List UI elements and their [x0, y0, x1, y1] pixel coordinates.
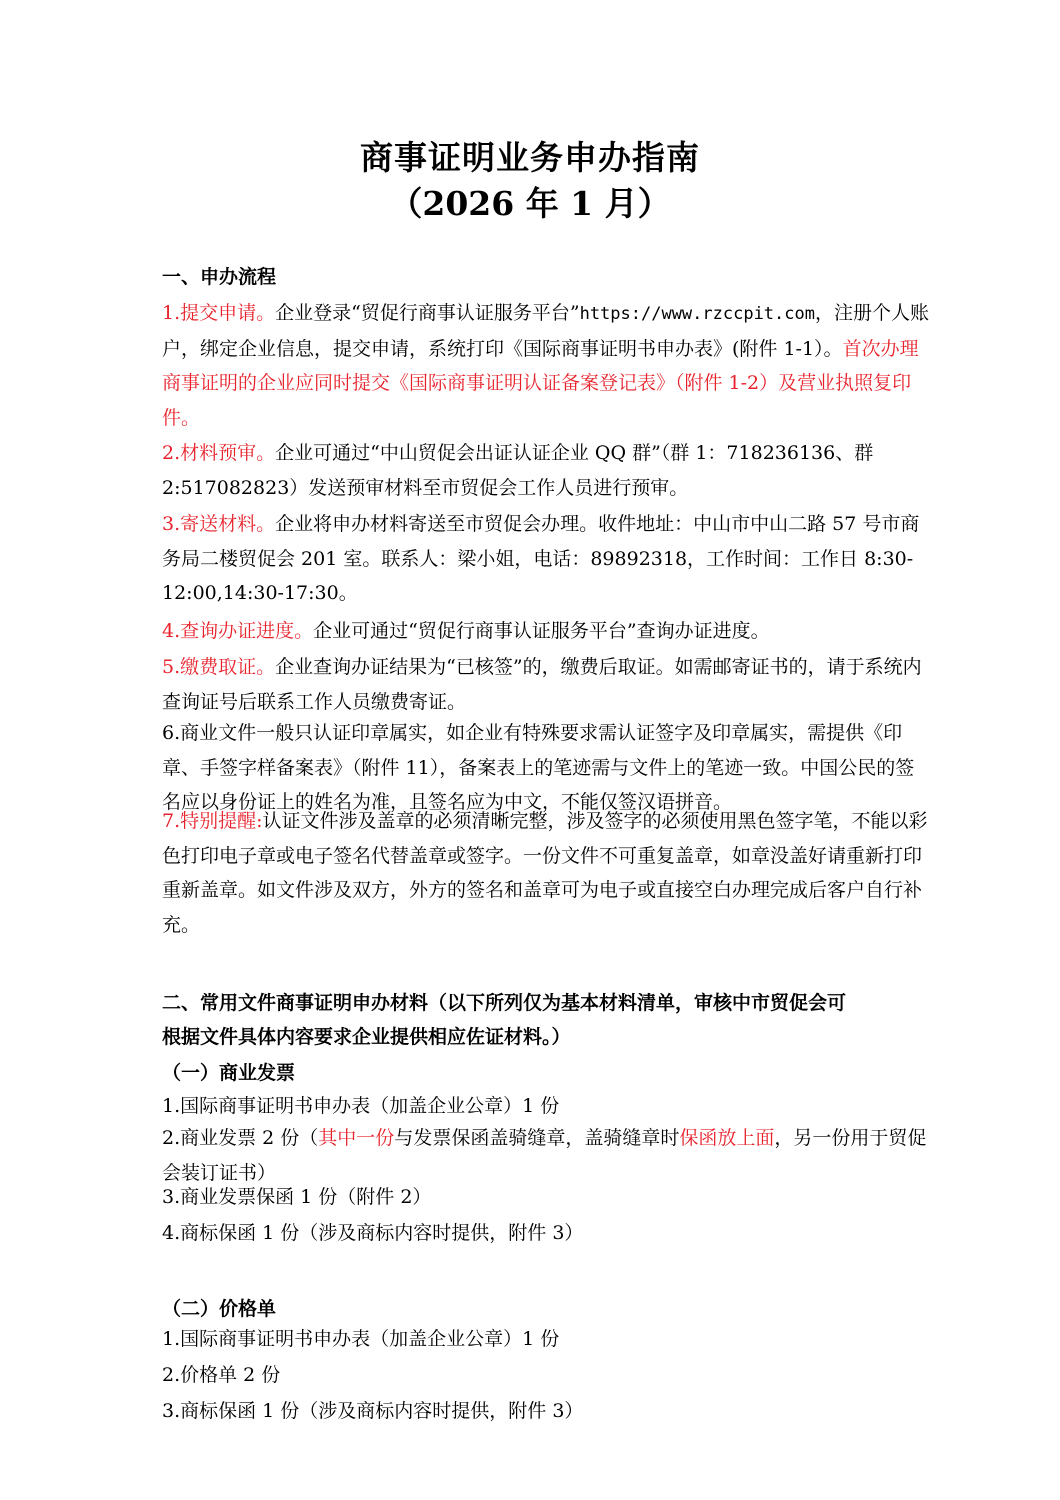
step5-text: 企业查询办证结果为“已核签”的，缴费后取证。如需邮寄证书的，请于系统内查询证号后联系工作人员缴费寄证。	[162, 656, 922, 713]
step2-text: 企业可通过“中山贸促会出证认证企业 QQ 群”（群 1：718236136、群 2:517082823）发送预审材料至市贸促会工作人员进行预审。	[162, 442, 874, 499]
invoice-item-2-b: 与发票保函盖骑缝章，盖骑缝章时	[394, 1127, 680, 1149]
step7-label: 7.特别提醒:	[162, 810, 263, 832]
step4-text: 企业可通过“贸促行商事认证服务平台”查询办证进度。	[313, 620, 770, 642]
step7-text: 认证文件涉及盖章的必须清晰完整，涉及签字的必须使用黑色签字笔，不能以彩色打印电子章或电子签名代替盖章或签字。一份文件不可重复盖章，如章没盖好请重新打印重新盖章。如文件涉及双方，外方的签名和盖章可为电子或直接空白办理完成后客户自行补充。	[162, 810, 928, 936]
step3-text: 企业将申办材料寄送至市贸促会办理。收件地址：中山市中山二路 57 号市商务局二楼贸促会 201 室。联系人：梁小姐，电话：89892318，工作时间：工作日 8:30-12:00,14:30-17:30。	[162, 513, 920, 604]
step5-label: 5.缴费取证。	[162, 656, 276, 678]
section2-heading-line1: 二、常用文件商事证明申办材料（以下所列仅为基本材料清单，审核中市贸促会可	[162, 992, 847, 1014]
pricelist-heading: （二）价格单	[162, 1298, 277, 1320]
invoice-item-4: 4.商标保函 1 份（涉及商标内容时提供，附件 3）	[162, 1222, 584, 1244]
document-subtitle: （2026 年 1 月）	[389, 184, 671, 223]
invoice-item-1: 1.国际商事证明书申办表（加盖企业公章）1 份	[162, 1095, 560, 1117]
pricelist-item-3: 3.商标保函 1 份（涉及商标内容时提供，附件 3）	[162, 1400, 584, 1422]
section1-heading: 一、申办流程	[162, 266, 277, 288]
step7-paragraph	[162, 804, 932, 942]
step3-label: 3.寄送材料。	[162, 513, 276, 535]
invoice-heading: （一）商业发票	[162, 1062, 296, 1084]
step4-paragraph	[162, 614, 932, 649]
invoice-item-2-c: ，另一份用于贸促会装订证书）	[162, 1127, 927, 1184]
invoice-item-2-red2: 保函放上面	[679, 1127, 775, 1149]
step1-paragraph	[162, 296, 932, 435]
platform-url: https://www.rzccpit.com	[579, 304, 815, 324]
pricelist-item-2: 2.价格单 2 份	[162, 1364, 281, 1386]
section2-heading-line2: 根据文件具体内容要求企业提供相应佐证材料。）	[162, 1026, 571, 1048]
step1-text-a: 企业登录“贸促行商事认证服务平台”	[275, 302, 580, 324]
step6-text: 6.商业文件一般只认证印章属实，如企业有特殊要求需认证签字及印章属实，需提供《印章、手签字样备案表》（附件 11），备案表上的笔迹需与文件上的笔迹一致。中国公民的签名应以身份证上的姓名为准，且签名应为中文，不能仅签汉语拼音。	[162, 722, 915, 813]
document-title: 商事证明业务申办指南	[360, 138, 700, 177]
step1-note: 首次办理商事证明的企业应同时提交《国际商事证明认证备案登记表》（附件 1-2）及营业执照复印件。	[162, 337, 919, 429]
step3-paragraph	[162, 507, 932, 611]
step1-text-b: ，注册个人账户，绑定企业信息，提交申请，系统打印《国际商事证明书申办表》(附件 1-1）。	[162, 302, 929, 360]
step1-label: 1.提交申请。	[162, 302, 276, 324]
invoice-item-3: 3.商业发票保函 1 份（附件 2）	[162, 1186, 432, 1208]
step4-label: 4.查询办证进度。	[162, 620, 314, 642]
pricelist-item-1: 1.国际商事证明书申办表（加盖企业公章）1 份	[162, 1328, 560, 1350]
step2-paragraph	[162, 436, 932, 505]
invoice-item-2-a: 2.商业发票 2 份（	[162, 1127, 319, 1149]
invoice-item-2-red1: 其中一份	[318, 1127, 395, 1149]
step2-label: 2.材料预审。	[162, 442, 276, 464]
step5-paragraph	[162, 650, 932, 719]
